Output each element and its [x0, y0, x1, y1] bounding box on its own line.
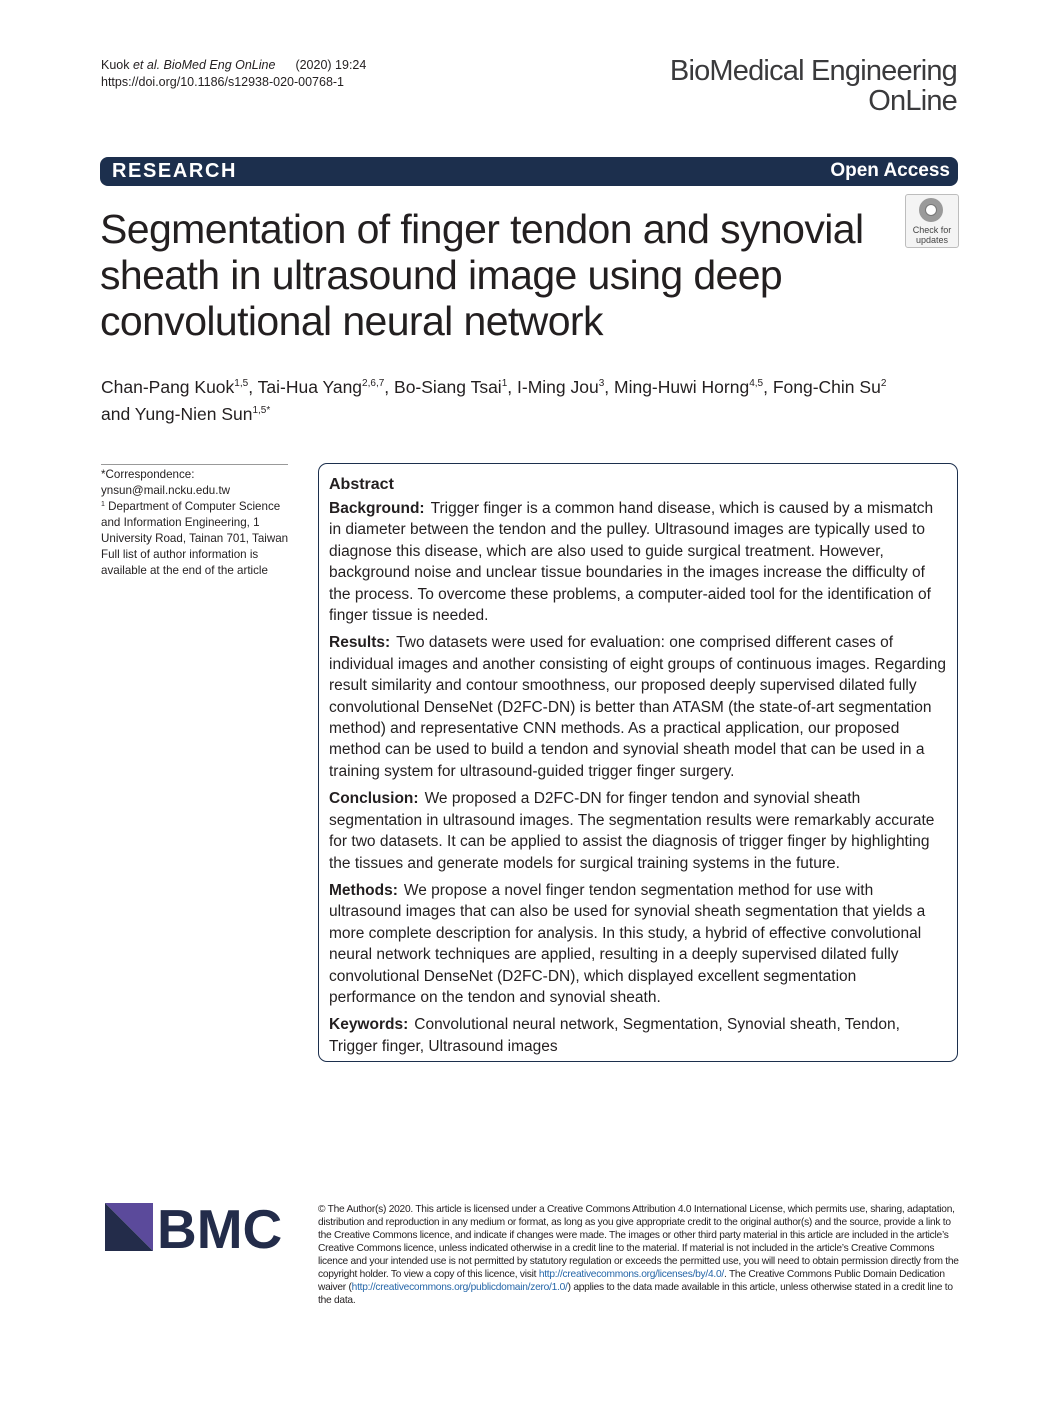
- section-label: Keywords:: [329, 1016, 409, 1034]
- open-access-label: Open Access: [830, 160, 950, 181]
- article-type-label: RESEARCH: [112, 160, 238, 182]
- affiliation-text: Department of Computer Science and Information Engineering, 1 University Road, Tainan 701, Taiwan: [101, 500, 289, 545]
- section-label: Conclusion:: [329, 790, 419, 808]
- correspondence-block: [101, 467, 291, 579]
- bmc-logo: [105, 1203, 295, 1251]
- section-label: Results:: [329, 634, 391, 652]
- article-type-banner: [100, 157, 958, 186]
- doi-link[interactable]: https://doi.org/10.1186/s12938-020-00768-1: [101, 75, 345, 89]
- journal-name: [670, 56, 957, 116]
- correspondence-label: *Correspondence:: [101, 468, 195, 481]
- abstract-section-methods: [329, 880, 947, 1008]
- section-text: Convolutional neural network, Segmentation, Synovial sheath, Tendon, Trigger finger, Ultrasound images: [329, 1016, 900, 1055]
- author[interactable]: I-Ming Jou$^3$,: [517, 377, 614, 397]
- abstract-section-keywords: [329, 1014, 947, 1057]
- correspondence-email[interactable]: ynsun@mail.ncku.edu.tw: [101, 484, 231, 497]
- section-text: We propose a novel finger tendon segmentation method for use with ultrasound images that can also be used for synovial sheath segmentation that yields a more complete description for analysis. In this study, a hybrid of effective convolutional neural network techniques are applied, resulting in a deeply supervised dilated fully convolutional DenseNet (D2FC-DN), which displayed excellent segmentation performance on the tendon and synovial sheath.: [329, 881, 926, 1006]
- abstract-box: [318, 463, 958, 1062]
- citation-line: [101, 57, 366, 74]
- author[interactable]: Ming-Huwi Horng$^{4,5}$,: [614, 377, 773, 397]
- article-title: Segmentation of finger tendon and synovial sheath in ultrasound image using deep convolutional neural network: [100, 206, 864, 344]
- abstract-section-results: [329, 632, 947, 782]
- divider: [101, 464, 288, 465]
- affiliation-number: 1: [101, 501, 105, 508]
- license-link[interactable]: http://creativecommons.org/licenses/by/4.0/: [538, 1269, 724, 1280]
- citation-header: [101, 57, 366, 91]
- journal-name-line1: BioMedical Engineering: [669, 55, 957, 87]
- check-for-updates-badge[interactable]: [905, 194, 959, 248]
- check-updates-line1: Check for: [912, 225, 952, 235]
- citation-etal: et al.: [132, 58, 161, 72]
- section-label: Background:: [329, 500, 425, 517]
- author[interactable]: Tai-Hua Yang$^{2,6,7}$,: [257, 377, 395, 397]
- check-updates-icon: [919, 198, 943, 222]
- affiliation: [101, 499, 291, 547]
- license-text: © The Author(s) 2020. This article is licensed under a Creative Commons Attribution 4.0 International License, which permits use, sharing, adaptation, distribution and reproduction in any medium or format, as long as you give appropriate credit to the original author(s) and the source, provide a link to the Creative Commons licence, and indicate if changes were made. The images or other third party material in this article are included in the article’s Creative Commons licence, unless indicated otherwise in a credit line to the material. If material is not included in the article’s Creative Commons licence and your intended use is not permitted by statutory regulation or exceeds the permitted use, you will need to obtain permission directly from the copyright holder. To view a copy of this licence, visit http://creativecommons.org/licenses/by/4.0/. The Creative Commons Public Domain Dedication waiver (http://creativecommons.org/publicdomain/zero/1.0/) applies to the data made available in this article, unless otherwise stated in a credit line to the data.: [318, 1204, 959, 1306]
- check-updates-line2: updates: [915, 235, 949, 245]
- abstract-heading: Abstract: [329, 476, 394, 493]
- author[interactable]: and Yung-Nien Sun$^{1,5*}$: [101, 404, 271, 424]
- citation-year: (2020) 19:24: [295, 58, 367, 72]
- author-info-note: Full list of author information is available at the end of the article: [101, 548, 268, 577]
- section-label: Methods:: [329, 881, 398, 899]
- section-text: We proposed a D2FC-DN for finger tendon and synovial sheath segmentation in ultrasound images. The segmentation results were remarkably accurate for two datasets. It can be applied to assist the diagnosis of trigger finger by highlighting the tissues and generate models for surgical training systems in the future.: [329, 790, 935, 872]
- author[interactable]: Fong-Chin Su$^2$: [772, 377, 887, 397]
- check-updates-text: [906, 225, 958, 245]
- author[interactable]: Bo-Siang Tsai$^1$,: [394, 377, 517, 397]
- section-text: Trigger finger is a common hand disease, which is caused by a mismatch in diameter between the tendon and the pulley. Ultrasound images are typically used to diagnose this disease, which are also used to guide surgical treatment. However, background noise and unclear tissue boundaries in the images increase the difficulty of the process. To overcome these problems, a computer-aided tool for the identification of finger tissue is needed.: [329, 500, 934, 625]
- abstract-section-background: [329, 498, 947, 626]
- section-text: Two datasets were used for evaluation: one comprised different cases of individual images and another consisting of eight groups of continuous images. Regarding result similarity and contour smoothness, our proposed deeply supervised dilated fully convolutional DenseNet (D2FC-DN) is better than ATASM (the state-of-art segmentation method) and representative CNN methods. As a practical application, our proposed method can be used to build a tendon and synovial sheath model that can be used in a training system for ultrasound-guided trigger finger surgery.: [329, 634, 946, 780]
- citation-journal: BioMed Eng OnLine: [160, 58, 276, 72]
- journal-name-line2: OnLine: [868, 85, 957, 117]
- citation-authors: Kuok: [101, 58, 133, 72]
- author-list: [101, 374, 941, 428]
- author[interactable]: Chan-Pang Kuok$^{1,5}$,: [101, 377, 258, 397]
- public-domain-link[interactable]: http://creativecommons.org/publicdomain/zero/1.0/: [351, 1282, 568, 1293]
- abstract-section-conclusion: [329, 788, 947, 874]
- bmc-logo-text: BMC: [157, 1203, 283, 1251]
